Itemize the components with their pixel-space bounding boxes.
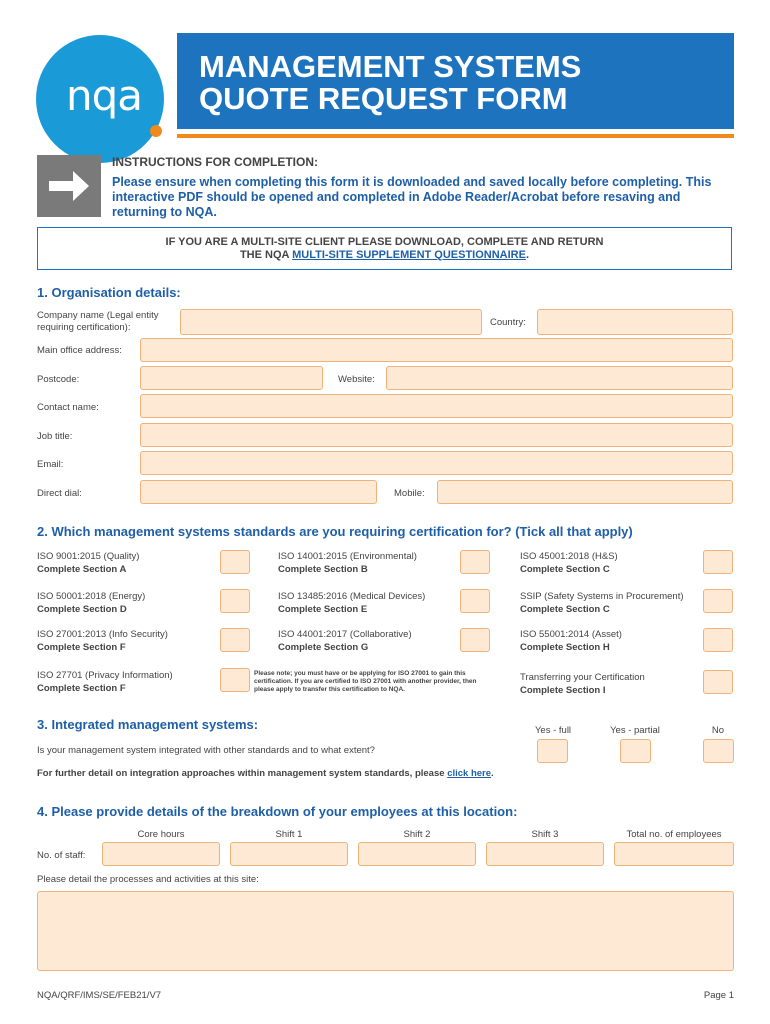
checkbox-transfer[interactable] [703, 670, 733, 694]
col-yes-partial: Yes - partial [610, 725, 660, 736]
checkbox-yes-partial[interactable] [620, 739, 651, 763]
col-shift-2: Shift 2 [403, 829, 431, 840]
nqa-logo [36, 35, 164, 163]
std-ssip: SSIP (Safety Systems in Procurement) Complete Section C [520, 591, 684, 615]
std-iso-9001: ISO 9001:2015 (Quality) Complete Section A [37, 551, 140, 575]
title-banner [177, 33, 734, 129]
page-number: Page 1 [703, 990, 734, 1001]
checkbox-iso-9001[interactable] [220, 550, 250, 574]
checkbox-iso-50001[interactable] [220, 589, 250, 613]
section-4-title: 4. Please provide details of the breakdown of your employees at this location: [37, 804, 518, 819]
mobile-label: Mobile: [394, 488, 425, 499]
form-code: NQA/QRF/IMS/SE/FEB21/V7 [37, 990, 162, 1001]
click-here-link[interactable]: click here [447, 768, 492, 779]
std-iso-44001: ISO 44001:2017 (Collaborative) Complete Section G [278, 629, 412, 653]
email-label: Email: [37, 459, 64, 470]
checkbox-iso-14001[interactable] [460, 550, 490, 574]
section-3-title: 3. Integrated management systems: [37, 717, 259, 732]
website-field[interactable] [386, 366, 733, 390]
checkbox-ssip[interactable] [703, 589, 733, 613]
postcode-field[interactable] [140, 366, 323, 390]
shift-3-field[interactable] [486, 842, 604, 866]
address-label: Main office address: [37, 345, 122, 356]
std-iso-27001: ISO 27001:2013 (Info Security) Complete Section F [37, 629, 168, 653]
website-label: Website: [338, 374, 375, 385]
shift-1-field[interactable] [230, 842, 348, 866]
notice-line-1: IF YOU ARE A MULTI-SITE CLIENT PLEASE DOWNLOAD, COMPLETE AND RETURN [165, 236, 604, 248]
std-iso-27701: ISO 27701 (Privacy Information) Complete Section F [37, 670, 173, 694]
col-no: No [711, 725, 725, 736]
country-label: Country: [490, 317, 526, 328]
col-total-employees: Total no. of employees [626, 829, 722, 840]
processes-label: Please detail the processes and activities at this site: [37, 874, 259, 885]
notice-line-2-suffix: . [525, 249, 530, 261]
std-iso-45001: ISO 45001:2018 (H&S) Complete Section C [520, 551, 618, 575]
job-title-field[interactable] [140, 423, 733, 447]
checkbox-iso-27001[interactable] [220, 628, 250, 652]
core-hours-field[interactable] [102, 842, 220, 866]
arrow-right-icon [37, 155, 101, 217]
email-field[interactable] [140, 451, 733, 475]
instructions-body: Please ensure when completing this form it is downloaded and saved locally before completing. This interactive PDF should be opened and completed in Adobe Reader/Acrobat before resaving and returning to NQA. [112, 175, 712, 219]
col-shift-3: Shift 3 [531, 829, 559, 840]
checkbox-iso-27701[interactable] [220, 668, 250, 692]
postcode-label: Postcode: [37, 374, 80, 385]
shift-2-field[interactable] [358, 842, 476, 866]
logo-dot [150, 125, 162, 137]
multi-site-link[interactable]: MULTI-SITE SUPPLEMENT QUESTIONNAIRE [292, 249, 526, 261]
notice-line-2-prefix: THE NQA [239, 249, 293, 261]
std-transfer: Transferring your Certification Complete Section I [520, 672, 645, 696]
logo-text: nqa [66, 71, 143, 120]
section-1-title: 1. Organisation details: [37, 285, 181, 300]
instructions-heading: INSTRUCTIONS FOR COMPLETION: [112, 155, 318, 169]
checkbox-yes-full[interactable] [537, 739, 568, 763]
checkbox-iso-55001[interactable] [703, 628, 733, 652]
iso-27701-note: Please note; you must have or be applying for ISO 27001 to gain this certification. If you are certified to ISO 27001 with another provider, then please apply to transfer this certification to NQA. [254, 670, 477, 693]
std-iso-14001: ISO 14001:2015 (Environmental) Complete Section B [278, 551, 417, 575]
form-title: MANAGEMENT SYSTEMS QUOTE REQUEST FORM [199, 49, 582, 116]
mobile-field[interactable] [437, 480, 733, 504]
section-2-title: 2. Which management systems standards are you requiring certification for? (Tick all that apply) [37, 524, 633, 539]
std-iso-13485: ISO 13485:2016 (Medical Devices) Complete Section E [278, 591, 426, 615]
job-title-label: Job title: [37, 431, 73, 442]
total-employees-field[interactable] [614, 842, 734, 866]
integration-question: Is your management system integrated with other standards and to what extent? [37, 745, 375, 756]
country-field[interactable] [537, 309, 733, 335]
processes-field[interactable] [37, 891, 734, 971]
direct-dial-field[interactable] [140, 480, 377, 504]
company-name-field[interactable] [180, 309, 482, 335]
col-yes-full: Yes - full [534, 725, 572, 736]
staff-label: No. of staff: [37, 850, 86, 861]
checkbox-no[interactable] [703, 739, 734, 763]
banner-underline [177, 134, 734, 138]
address-field[interactable] [140, 338, 733, 362]
std-iso-55001: ISO 55001:2014 (Asset) Complete Section H [520, 629, 622, 653]
checkbox-iso-44001[interactable] [460, 628, 490, 652]
direct-dial-label: Direct dial: [37, 488, 82, 499]
multi-site-notice [37, 227, 732, 270]
further-detail: For further detail on integration approaches within management system standards, please click here. [37, 768, 494, 779]
contact-name-field[interactable] [140, 394, 733, 418]
checkbox-iso-45001[interactable] [703, 550, 733, 574]
col-core-hours: Core hours [137, 829, 185, 840]
std-iso-50001: ISO 50001:2018 (Energy) Complete Section D [37, 591, 146, 615]
company-name-label: Company name (Legal entity requiring certification): [37, 310, 159, 333]
contact-name-label: Contact name: [37, 402, 99, 413]
checkbox-iso-13485[interactable] [460, 589, 490, 613]
col-shift-1: Shift 1 [275, 829, 303, 840]
